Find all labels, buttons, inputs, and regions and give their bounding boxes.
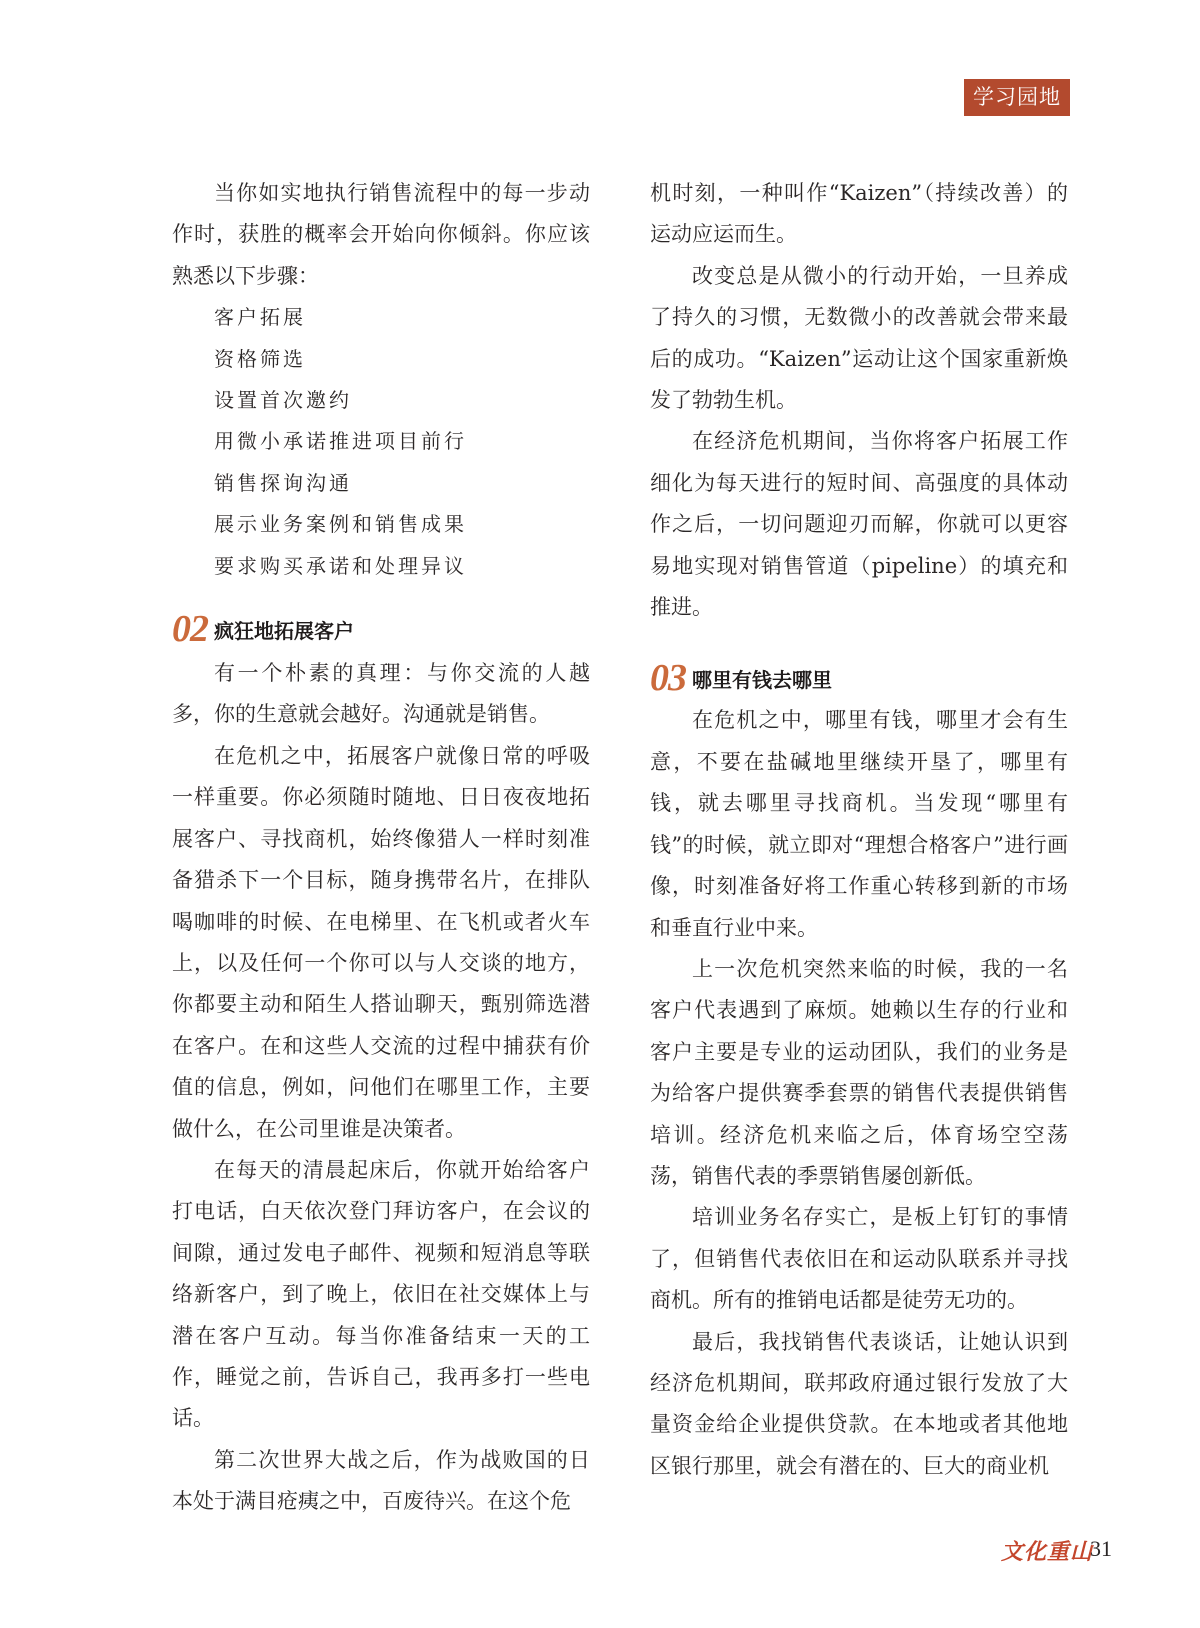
sales-step: 用微小承诺推进项目前行: [214, 429, 467, 454]
body-paragraph: 在经济危机期间，当你将客户拓展工作细化为每天进行的短时间、高强度的具体动作之后，一切问题迎刃而解，你就可以更容易地实现对销售管道（pipeline）的填充和推进。: [650, 429, 1068, 620]
section-title: 哪里有钱去哪里: [692, 667, 832, 692]
magazine-brand-logo: 文化重山: [1001, 1539, 1094, 1565]
body-paragraph: 在危机之中，哪里有钱，哪里才会有生意，不要在盐碱地里继续开垦了，哪里有钱，就去哪里寻找商机。当发现“哪里有钱”的时候，就立即对“理想合格客户”进行画像，时刻准备好将工作重心转移到新的市场和垂直行业中来。: [650, 708, 1068, 940]
body-paragraph: 第二次世界大战之后，作为战败国的日本处于满目疮痍之中，百废待兴。在这个危: [172, 1447, 590, 1514]
continued-paragraph: 机时刻，一种叫作“Kaizen”（持续改善）的运动应运而生。: [650, 181, 1068, 247]
right-column: [650, 173, 1068, 1487]
intro-paragraph: 当你如实地执行销售流程中的每一步动作时，获胜的概率会开始向你倾斜。你应该熟悉以下步骤：: [172, 181, 590, 288]
body-paragraph: 改变总是从微小的行动开始，一旦养成了持久的习惯，无数微小的改善就会带来最后的成功。“Kaizen”运动让这个国家重新焕发了勃勃生机。: [650, 263, 1068, 413]
sales-step: 要求购买承诺和处理异议: [214, 553, 467, 578]
body-paragraph: 最后，我找销售代表谈话，让她认识到经济危机期间，联邦政府通过银行发放了大量资金给企业提供贷款。在本地或者其他地区银行那里，就会有潜在的、巨大的商业机: [650, 1329, 1068, 1478]
section-heading-02: [172, 609, 590, 649]
section-heading-03: [650, 658, 1068, 698]
section-label: 学习园地: [964, 79, 1070, 116]
sales-steps-list: [172, 297, 590, 587]
sales-step: 资格筛选: [214, 346, 306, 371]
sales-step: 销售探询沟通: [214, 470, 352, 495]
body-paragraph: 上一次危机突然来临的时候，我的一名客户代表遇到了麻烦。她赖以生存的行业和客户主要是专业的运动团队，我们的业务是为给客户提供赛季套票的销售代表提供销售培训。经济危机来临之后，体育场空空荡荡，销售代表的季票销售屡创新低。: [650, 956, 1068, 1188]
page-number: 31: [1090, 1536, 1112, 1561]
body-paragraph: 培训业务名存实亡，是板上钉钉的事情了，但销售代表依旧在和运动队联系并寻找商机。所有的推销电话都是徒劳无功的。: [650, 1205, 1068, 1313]
sales-step: 展示业务案例和销售成果: [214, 512, 467, 537]
section-number: 02: [172, 608, 208, 651]
sales-step: 客户拓展: [214, 305, 306, 330]
left-column: [172, 173, 590, 1523]
body-paragraph: 在危机之中，拓展客户就像日常的呼吸一样重要。你必须随时随地、日日夜夜地拓展客户、寻找商机，始终像猎人一样时刻准备猎杀下一个目标，随身携带名片，在排队喝咖啡的时候、在电梯里、在飞机或者火车上，以及任何一个你可以与人交谈的地方，你都要主动和陌生人搭讪聊天，甄别筛选潜在客户。在和这些人交流的过程中捕获有价值的信息，例如，问他们在哪里工作，主要做什么，在公司里谁是决策者。: [172, 743, 590, 1141]
body-paragraph: 有一个朴素的真理：与你交流的人越多，你的生意就会越好。沟通就是销售。: [172, 661, 590, 727]
section-number: 03: [650, 657, 686, 700]
sales-step: 设置首次邀约: [214, 388, 352, 413]
section-title: 疯狂地拓展客户: [214, 618, 354, 643]
body-paragraph: 在每天的清晨起床后，你就开始给客户打电话，白天依次登门拜访客户，在会议的间隙，通过发电子邮件、视频和短消息等联络新客户，到了晚上，依旧在社交媒体上与潜在客户互动。每当你准备结束一天的工作，睡觉之前，告诉自己，我再多打一些电话。: [172, 1157, 590, 1431]
